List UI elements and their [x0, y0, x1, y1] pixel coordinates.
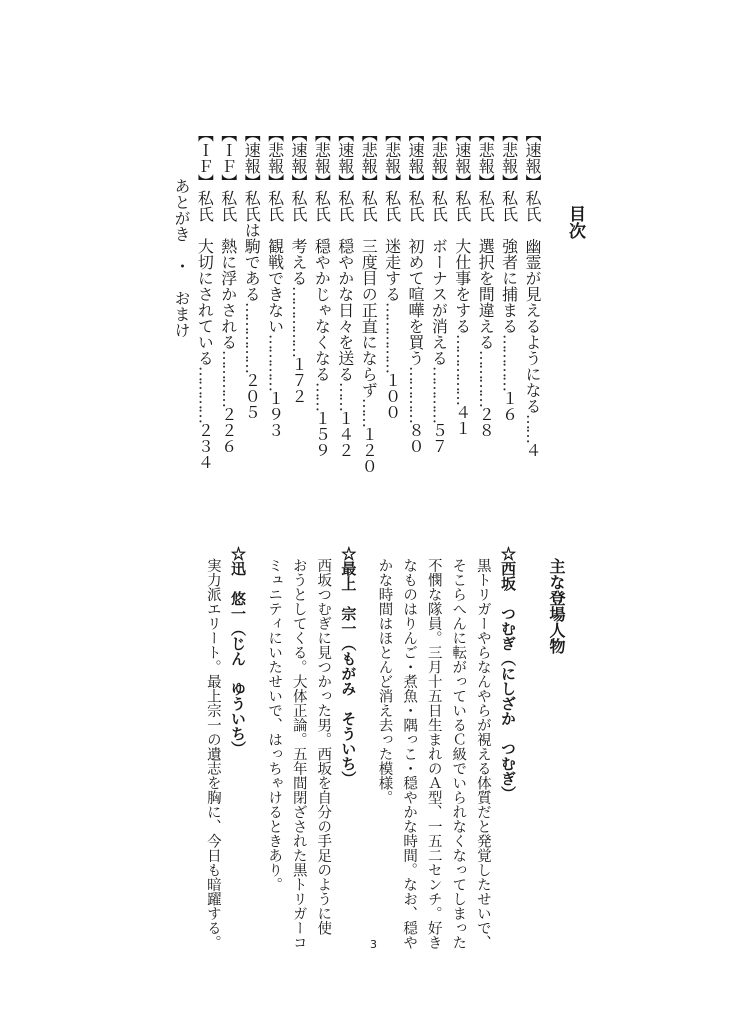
toc-entry-tag: 【悲報】 — [265, 126, 285, 190]
toc-entry-label: 私氏 ボーナスが消える — [429, 190, 449, 366]
toc-leader-dots: …………… — [382, 302, 402, 372]
toc-entry-label: あとがき ・ おまけ — [172, 178, 191, 338]
toc-entry-page: ５７ — [429, 422, 449, 454]
toc-entry-page: １６ — [499, 390, 519, 422]
toc-leader-dots: …………… — [452, 334, 472, 404]
toc-entry-page: ２８ — [476, 406, 496, 438]
toc-leader-dots: ………… — [406, 366, 425, 422]
toc-leader-dots: ………… — [218, 350, 238, 406]
toc-leader-dots: …… — [312, 382, 332, 410]
toc-entry — [195, 126, 215, 470]
toc-entry-label: 私氏 考える — [289, 190, 308, 286]
characters-title: 主な登場人物 — [547, 558, 566, 654]
character-description-line: 黒トリガーやらなんやらが視える体質だと発覚したせいで、 — [474, 558, 491, 950]
toc-entry-tag: 【速報】 — [289, 126, 308, 190]
character-description-line: ミュニティにいたせいで、はっちゃけるときあり。 — [266, 558, 283, 892]
toc-entry-label: 私氏 大仕事をする — [452, 190, 472, 334]
toc-entry-label: 私氏 迷走する — [382, 190, 402, 302]
toc-entry — [290, 126, 306, 404]
toc-entry-tag: 【速報】 — [452, 126, 472, 190]
toc-entry-page: ２０５ — [242, 372, 262, 420]
page-number: 3 — [370, 938, 377, 951]
toc-entry-page: １９３ — [265, 390, 285, 438]
toc-leader-dots: ………… — [429, 366, 449, 422]
toc-entry — [501, 126, 517, 422]
toc-entry — [407, 126, 423, 454]
toc-entry-tag: 【ＩＦ】 — [195, 126, 215, 190]
toc-entry-tag: 【速報】 — [523, 126, 542, 190]
toc-entry-tag: 【速報】 — [335, 126, 355, 190]
character-description-line: 実力派エリート。最上宗一の遺志を胸に、今日も暗躍する。 — [204, 558, 221, 950]
toc-entry — [524, 126, 540, 458]
toc-entry-label: 私氏 強者に捕まる — [499, 190, 519, 334]
toc-entry-tag: 【悲報】 — [429, 126, 449, 190]
toc-entry-tag: 【悲報】 — [359, 126, 379, 190]
toc-leader-dots: …………… — [289, 286, 308, 356]
toc-entry — [220, 126, 236, 454]
toc-entry-tag: 【速報】 — [242, 126, 262, 190]
toc-entry — [242, 126, 262, 420]
toc-entry-tag: 【ＩＦ】 — [218, 126, 238, 190]
toc-entry-page: １７２ — [289, 356, 308, 404]
toc-leader-dots: …… — [335, 382, 355, 410]
toc-entry-page: ４１ — [452, 404, 472, 436]
toc-entry — [384, 126, 400, 420]
toc-entry-label: 私氏 穏やかな日々を送る — [335, 190, 355, 382]
character-description-line: そこらへんに転がっているＣ級でいられなくなってしまった — [450, 558, 467, 950]
character-name: ☆西坂 つむぎ（にしざか つむぎ） — [499, 546, 517, 801]
toc-leader-dots: ………… — [476, 350, 496, 406]
toc-entry-label: 私氏 穏やかじゃなくなる — [312, 190, 332, 382]
toc-entry — [476, 126, 496, 438]
toc-entry — [312, 126, 332, 458]
toc-entry — [454, 126, 470, 436]
character-name: ☆迅 悠一（じん ゆういち） — [229, 546, 247, 756]
toc-entry-page: ２２６ — [218, 406, 238, 454]
toc-entry-label: 私氏 初めて喧嘩を買う — [406, 190, 425, 366]
toc-entry-label: 私氏 大切にされている — [195, 190, 215, 366]
toc-leader-dots: …… — [523, 414, 542, 442]
toc-entry-label: 私氏は駒である — [242, 190, 262, 302]
character-name: ☆最上 宗一（もがみ そういち） — [339, 546, 358, 786]
character-description-line: 不憫な隊員。三月十五日生まれのＡ型、一五二センチ。好き — [425, 558, 442, 950]
toc-entry-label: 私氏 観戦できない — [265, 190, 285, 334]
toc-entry-tag: 【悲報】 — [499, 126, 519, 190]
character-description-line: かな時間はほとんど消え去った模様。 — [376, 558, 393, 805]
toc-entry-tag: 【悲報】 — [476, 126, 496, 190]
toc-entry — [337, 126, 353, 458]
toc-entry — [267, 126, 283, 438]
toc-entry-label: 私氏 幽霊が見えるようになる — [523, 190, 542, 414]
toc-entry-tag: 【悲報】 — [382, 126, 402, 190]
toc-entry — [359, 126, 379, 474]
toc-entry-tag: 【悲報】 — [312, 126, 332, 190]
toc-title: 目次 — [565, 205, 585, 239]
toc-leader-dots: ………… — [499, 334, 519, 390]
toc-entry-page: １００ — [382, 372, 402, 420]
toc-leader-dots: …… — [359, 398, 379, 426]
toc-entry-tag: 【速報】 — [406, 126, 425, 190]
character-description-line: 西坂つむぎに見つかった男。西坂を自分の手足のように使 — [315, 558, 332, 935]
character-description-line: おうとしてくる。大体正論。五年間閉ざされた黒トリガーコ — [290, 558, 307, 950]
toc-leader-dots: ………… — [265, 334, 285, 390]
toc-entry-page: ８０ — [406, 422, 425, 454]
toc-entry — [173, 178, 189, 338]
toc-entry-label: 私氏 熱に浮かされる — [218, 190, 238, 350]
toc-entry-label: 私氏 選択を間違える — [476, 190, 496, 350]
toc-entry-label: 私氏 三度目の正直にならず — [359, 190, 379, 398]
toc-entry — [429, 126, 449, 454]
character-description-line: なものはりんご・煮魚・隅っこ・穏やかな時間。なお、穏や — [401, 558, 418, 950]
toc-entry-page: ４ — [523, 442, 542, 458]
toc-entry-page: １５９ — [312, 410, 332, 458]
toc-entry-page: １２０ — [359, 426, 379, 474]
toc-entry-page: ２３４ — [195, 422, 215, 470]
toc-entry-page: １４２ — [335, 410, 355, 458]
toc-leader-dots: ………… — [195, 366, 215, 422]
toc-leader-dots: …………… — [242, 302, 262, 372]
